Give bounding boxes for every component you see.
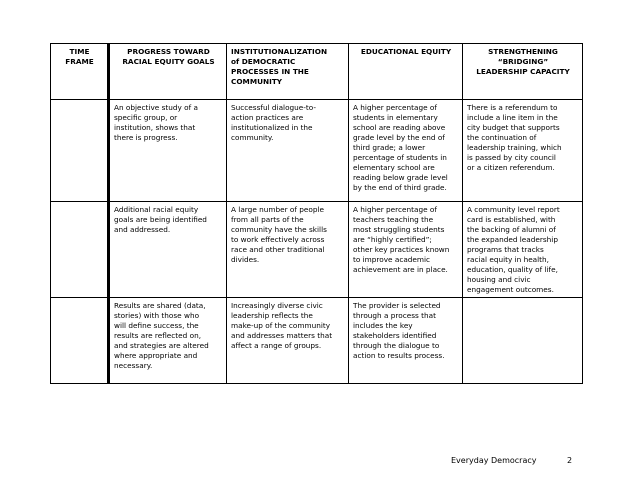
table-cell: Increasingly diverse civic leadership reflects the make-up of the community and addresses matters that affect a range of groups. [227, 298, 349, 384]
header-educational-equity: EDUCATIONAL EQUITY [349, 44, 463, 100]
table-cell [51, 202, 109, 298]
footer-organization: Everyday Democracy [451, 456, 537, 465]
table-cell [51, 298, 109, 384]
table-cell: An objective study of a specific group, or institution, shows that there is progress. [109, 100, 227, 202]
table-cell: There is a referendum to include a line item in the city budget that supports the continuation of leadership training, which is passed by city council or a citizen referendum. [463, 100, 583, 202]
table-cell: A higher percentage of students in elementary school are reading above grade level by the end of third grade; a lower percentage of students in elementary school are reading below grade level by the end of third grade. [349, 100, 463, 202]
header-racial-equity-goals: PROGRESS TOWARD RACIAL EQUITY GOALS [109, 44, 227, 100]
table-row [51, 202, 583, 298]
table-cell: A higher percentage of teachers teaching the most struggling students are “highly certified”; other key practices known to improve academic achievement are in place. [349, 202, 463, 298]
table-cell: Successful dialogue-to- action practices are institutionalized in the community. [227, 100, 349, 202]
header-time-frame: TIME FRAME [51, 44, 109, 100]
header-leadership-capacity: STRENGTHENING “BRIDGING” LEADERSHIP CAPACITY [463, 44, 583, 100]
table-row [51, 100, 583, 202]
header-democratic-processes: INSTITUTIONALIZATION of DEMOCRATIC PROCESSES IN THE COMMUNITY [227, 44, 349, 100]
table-cell: A large number of people from all parts of the community have the skills to work effectively across race and other traditional divides. [227, 202, 349, 298]
table-cell [51, 100, 109, 202]
table-cell [463, 298, 583, 384]
table-row [51, 298, 583, 384]
table-cell: A community level report card is established, with the backing of alumni of the expanded leadership programs that tracks racial equity in health, education, quality of life, housing and civic engagement outcomes. [463, 202, 583, 298]
table-cell: Additional racial equity goals are being identified and addressed. [109, 202, 227, 298]
table-cell: The provider is selected through a process that includes the key stakeholders identified through the dialogue to action to results process. [349, 298, 463, 384]
outcomes-table [50, 43, 583, 384]
footer-page-number: 2 [567, 456, 573, 465]
table-header-row [51, 44, 583, 100]
table-cell: Results are shared (data, stories) with those who will define success, the results are reflected on, and strategies are altered where appropriate and necessary. [109, 298, 227, 384]
